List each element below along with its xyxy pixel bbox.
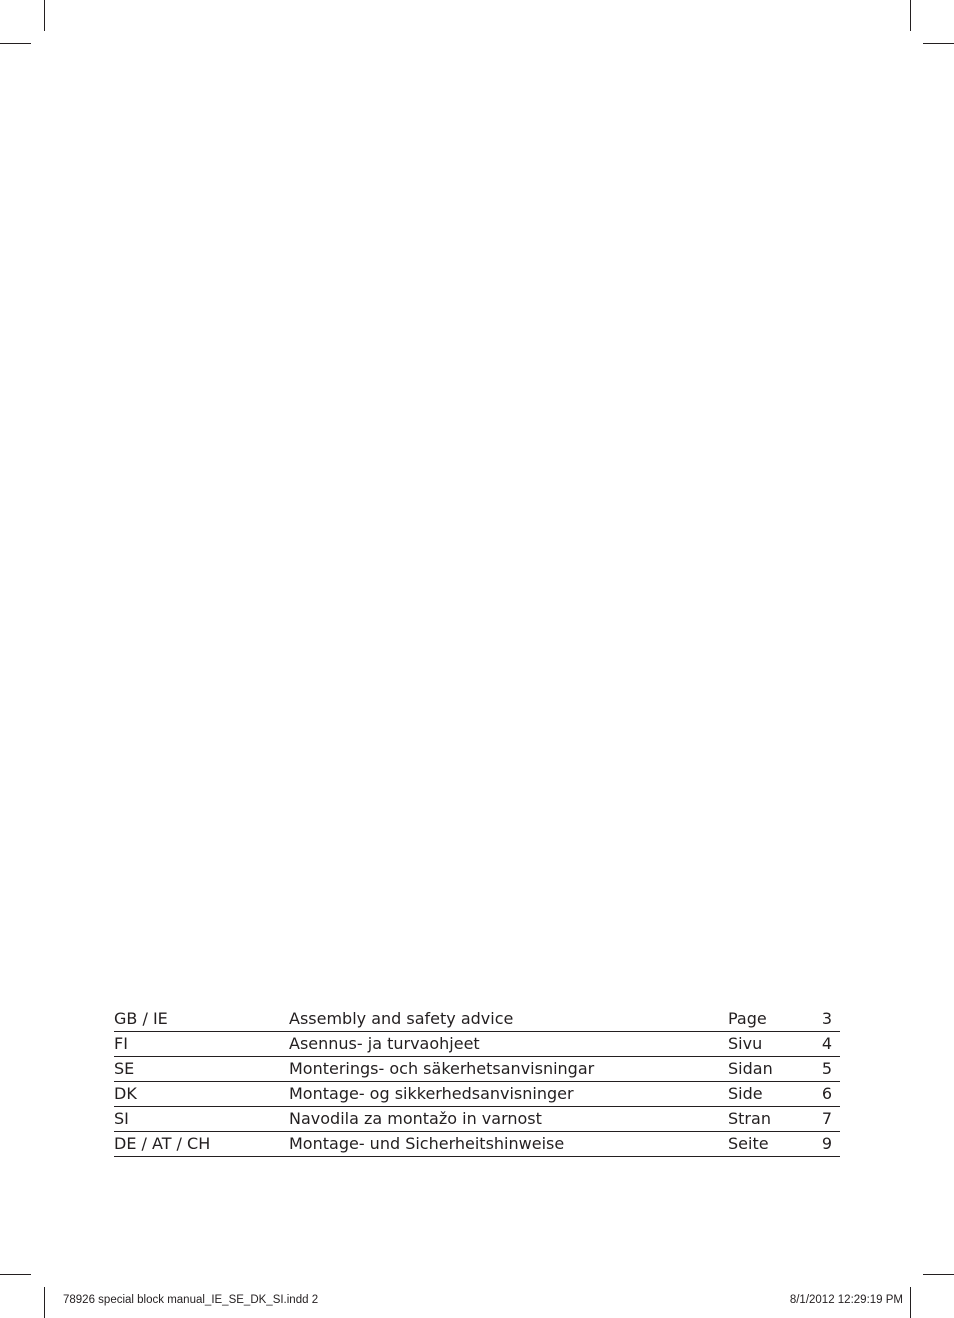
- toc-row-dk: [114, 1082, 840, 1107]
- toc-row-de-at-ch: [114, 1132, 840, 1157]
- toc-language: FI: [114, 1034, 128, 1053]
- toc-title: Monterings- och säkerhetsanvisningar: [289, 1059, 595, 1078]
- toc-page-label: Sivu: [728, 1034, 763, 1053]
- toc-language: GB / IE: [114, 1009, 168, 1028]
- toc-page-number: 6: [821, 1084, 832, 1103]
- toc-page-number: 3: [821, 1009, 832, 1028]
- toc-title: Navodila za montažo in varnost: [289, 1109, 542, 1128]
- toc-page-label: Seite: [728, 1134, 769, 1153]
- crop-mark-bottom-left-vertical: [44, 1287, 45, 1318]
- toc-page-label: Sidan: [728, 1059, 773, 1078]
- toc-title: Montage- und Sicherheitshinweise: [289, 1134, 565, 1153]
- table-of-contents: [114, 1007, 840, 1157]
- crop-mark-top-left-vertical: [44, 0, 45, 31]
- crop-mark-top-left-horizontal: [0, 43, 31, 44]
- crop-mark-bottom-right-vertical: [910, 1287, 911, 1318]
- toc-page-number: 4: [821, 1034, 832, 1053]
- toc-language: SI: [114, 1109, 129, 1128]
- toc-page-number: 5: [821, 1059, 832, 1078]
- toc-page-label: Side: [728, 1084, 763, 1103]
- toc-title: Asennus- ja turvaohjeet: [289, 1034, 480, 1053]
- crop-mark-bottom-right-horizontal: [923, 1274, 954, 1275]
- toc-page-label: Page: [728, 1009, 767, 1028]
- crop-mark-top-right-horizontal: [923, 43, 954, 44]
- toc-title: Montage- og sikkerhedsanvisninger: [289, 1084, 574, 1103]
- toc-row-si: [114, 1107, 840, 1132]
- toc-page-label: Stran: [728, 1109, 771, 1128]
- toc-row-se: [114, 1057, 840, 1082]
- toc-language: SE: [114, 1059, 135, 1078]
- slug-filename: 78926 special block manual_IE_SE_DK_SI.indd 2: [63, 1294, 319, 1306]
- toc-page-number: 7: [821, 1109, 832, 1128]
- crop-mark-bottom-left-horizontal: [0, 1274, 31, 1275]
- toc-row-fi: [114, 1032, 840, 1057]
- toc-row-gb-ie: [114, 1007, 840, 1032]
- toc-page-number: 9: [821, 1134, 832, 1153]
- crop-mark-top-right-vertical: [910, 0, 911, 31]
- toc-language: DK: [114, 1084, 137, 1103]
- toc-language: DE / AT / CH: [114, 1134, 211, 1153]
- slug-datetime: 8/1/2012 12:29:19 PM: [789, 1294, 903, 1306]
- toc-title: Assembly and safety advice: [289, 1009, 514, 1028]
